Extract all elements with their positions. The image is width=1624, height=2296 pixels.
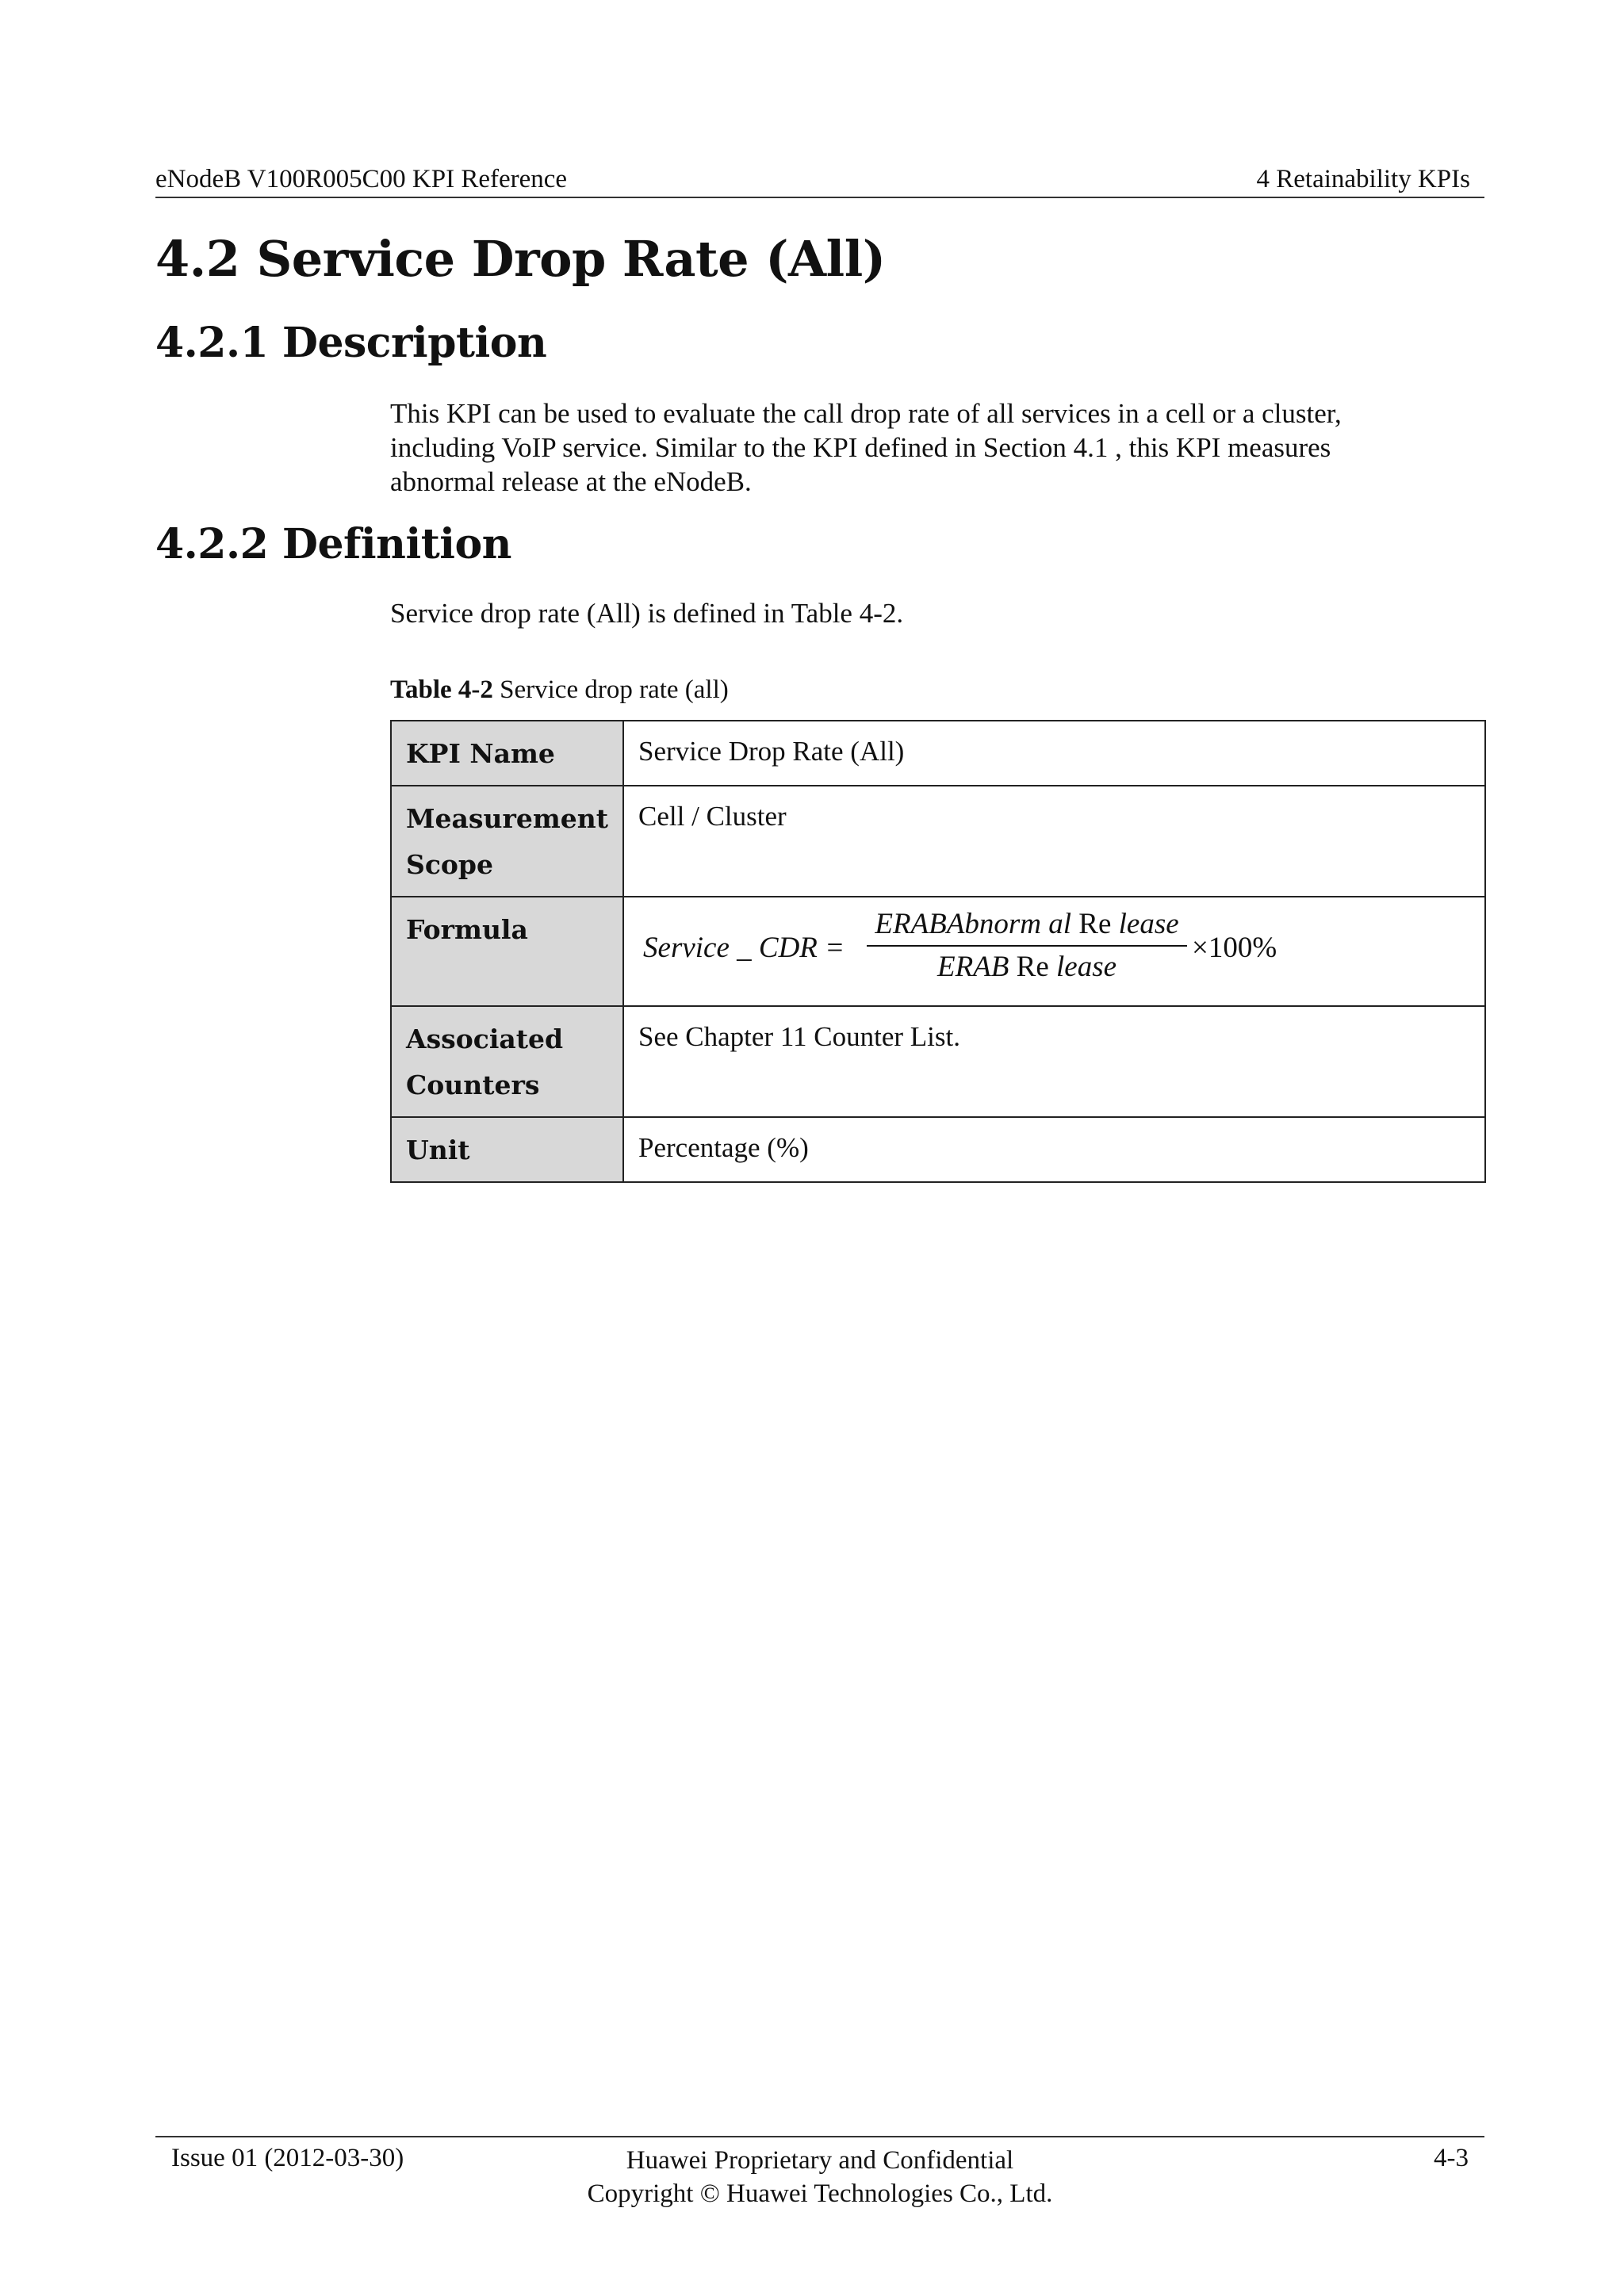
row-label-associated-counters: Associated Counters (391, 1006, 623, 1117)
header-document-title: eNodeB V100R005C00 KPI Reference (155, 165, 568, 193)
row-value-measurement-scope: Cell / Cluster (623, 786, 1485, 897)
service-cdr-formula (638, 910, 1470, 989)
row-value-associated-counters: See Chapter 11 Counter List. (623, 1006, 1485, 1117)
row-value-formula (623, 897, 1485, 1006)
footer-notice (155, 2144, 1484, 2210)
footer-issue: Issue 01 (2012-03-30) (171, 2144, 404, 2172)
footer-copyright: Copyright © Huawei Technologies Co., Ltd. (587, 2179, 1053, 2208)
description-heading: 4.2.1 Description (155, 319, 547, 367)
formula-denominator-part: lease (1048, 951, 1117, 983)
table-row (391, 1117, 1485, 1182)
page-header (155, 162, 1484, 198)
footer-proprietary: Huawei Proprietary and Confidential (626, 2146, 1014, 2175)
row-label-measurement-scope: Measurement Scope (391, 786, 623, 897)
formula-fraction-bar (867, 945, 1187, 947)
definition-heading: 4.2.2 Definition (155, 520, 511, 568)
description-line: This KPI can be used to evaluate the call drop rate of all services in a cell or a cluster, (390, 398, 1342, 429)
formula-denominator (867, 950, 1187, 984)
formula-multiplier: ×100% (1192, 932, 1277, 964)
row-value-unit: Percentage (%) (623, 1117, 1485, 1182)
definition-paragraph: Service drop rate (All) is defined in Table 4-2. (390, 598, 904, 629)
formula-numerator-part: lease (1111, 908, 1179, 940)
table-caption-text: Service drop rate (all) (492, 675, 729, 704)
table-row (391, 721, 1485, 786)
table-row (391, 1006, 1485, 1117)
row-label-kpi-name: KPI Name (391, 721, 623, 786)
row-label-unit: Unit (391, 1117, 623, 1182)
header-chapter-title: 4 Retainability KPIs (1256, 165, 1470, 193)
table-caption (390, 675, 729, 705)
kpi-definition-table (390, 720, 1486, 1183)
table-row (391, 786, 1485, 897)
footer-page-number: 4-3 (1434, 2144, 1469, 2172)
section-title: 4.2 Service Drop Rate (All) (155, 230, 886, 288)
formula-denominator-part: ERAB (936, 951, 1017, 983)
description-line: abnormal release at the eNodeB. (390, 466, 752, 497)
table-row (391, 897, 1485, 1006)
formula-denominator-part: Re (1016, 951, 1049, 983)
formula-lhs: Service _ CDR = (643, 932, 845, 964)
description-paragraph (390, 396, 1484, 499)
page-footer (155, 2136, 1484, 2209)
formula-numerator-part: ERABAbnorm al (875, 908, 1079, 940)
formula-numerator (867, 907, 1187, 941)
row-label-formula: Formula (391, 897, 623, 1006)
description-line: including VoIP service. Similar to the KPI defined in Section 4.1 , this KPI measures (390, 432, 1331, 463)
table-caption-number: Table 4-2 (390, 675, 493, 704)
formula-numerator-part: Re (1078, 908, 1112, 940)
row-value-kpi-name: Service Drop Rate (All) (623, 721, 1485, 786)
